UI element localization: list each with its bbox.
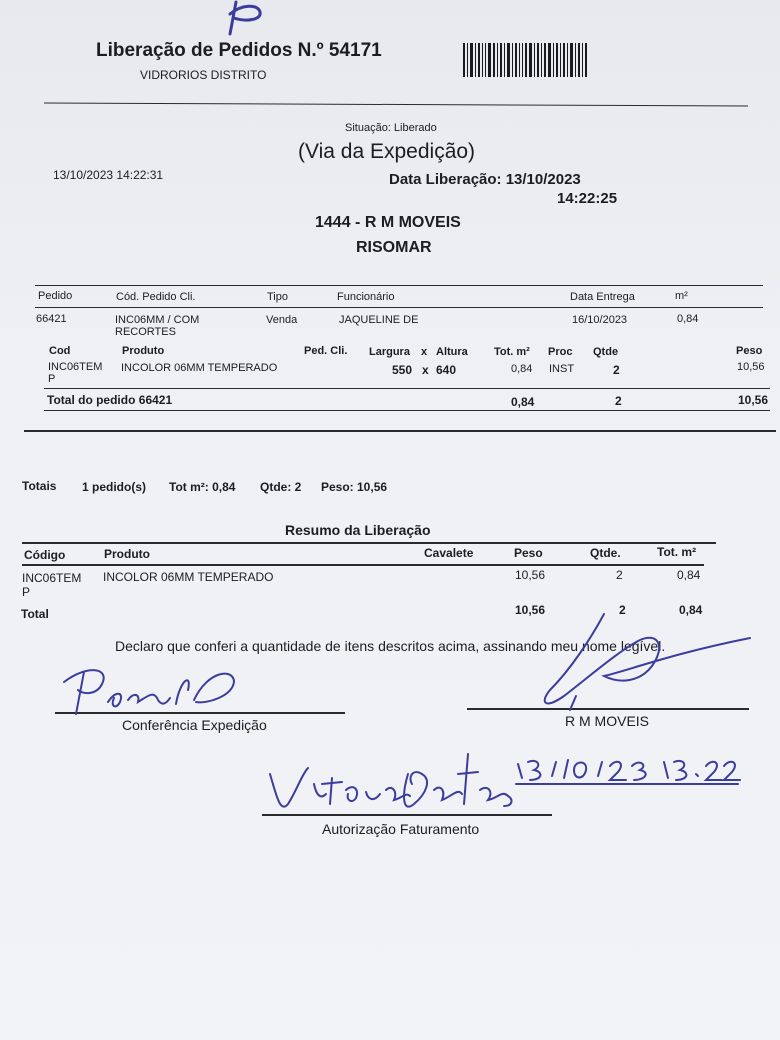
item-total-line <box>44 388 770 389</box>
col-cod-pedido-cli: Cód. Pedido Cli. <box>116 291 196 303</box>
totais-tot-m2: Tot m²: 0,84 <box>169 480 236 494</box>
col-tipo: Tipo <box>267 291 288 303</box>
resumo-col-tot-m2: Tot. m² <box>657 545 697 559</box>
table-bottom-line <box>44 410 770 411</box>
totais-label: Totais <box>22 479 57 493</box>
resumo-col-produto: Produto <box>104 547 150 561</box>
section-divider <box>24 430 776 432</box>
item-col-ped-cli: Ped. Cli. <box>304 345 348 357</box>
col-data-entrega: Data Entrega <box>570 291 635 303</box>
resumo-peso: 10,56 <box>515 568 546 582</box>
row-tipo: Venda <box>266 314 298 326</box>
item-cod-line1: INC06TEM <box>48 361 103 373</box>
item-col-produto: Produto <box>122 345 165 357</box>
resumo-total-label: Total <box>21 607 49 621</box>
cliente-nome: RISOMAR <box>356 239 432 256</box>
handwritten-date <box>512 752 742 790</box>
cliente-code-name: 1444 - R M MOVEIS <box>315 214 461 231</box>
item-col-x: x <box>421 346 428 358</box>
item-col-altura: Altura <box>436 346 468 358</box>
resumo-title: Resumo da Liberação <box>285 522 431 538</box>
declaration-text: Declaro que conferi a quantidade de itens descritos acima, assinando meu nome legível. <box>115 638 666 654</box>
handwritten-signature-left <box>58 660 248 722</box>
resumo-total-tot-m2: 0,84 <box>679 603 703 617</box>
resumo-produto: INCOLOR 06MM TEMPERADO <box>103 570 274 584</box>
resumo-total-peso: 10,56 <box>515 603 546 617</box>
page-title: Liberação de Pedidos N.º 54171 <box>96 40 382 61</box>
printed-timestamp: 13/10/2023 14:22:31 <box>53 168 164 182</box>
situacao-label: Situação: Liberado <box>345 122 437 134</box>
totais-pedidos: 1 pedido(s) <box>82 480 147 494</box>
total-pedido-label: Total do pedido 66421 <box>47 393 173 407</box>
totais-peso: Peso: 10,56 <box>321 480 388 494</box>
item-produto: INCOLOR 06MM TEMPERADO <box>121 362 278 374</box>
table-top-line <box>35 285 763 286</box>
resumo-qtde: 2 <box>616 568 623 582</box>
item-altura: 640 <box>436 363 457 377</box>
barcode <box>463 43 589 77</box>
item-col-proc: Proc <box>548 346 573 358</box>
handwritten-mark <box>222 0 272 36</box>
item-col-qtde: Qtde <box>593 346 619 358</box>
item-proc: INST <box>549 363 575 375</box>
resumo-top-line <box>22 542 716 544</box>
resumo-col-qtde: Qtde. <box>590 546 621 560</box>
handwritten-signature-bottom <box>262 744 522 820</box>
item-tot-m2: 0,84 <box>511 363 533 375</box>
row-data-entrega: 16/10/2023 <box>572 314 628 326</box>
row-m2: 0,84 <box>677 313 699 325</box>
resumo-col-peso: Peso <box>514 546 543 560</box>
resumo-header-line <box>22 564 704 566</box>
item-cod-line2: P <box>48 373 56 385</box>
company-name: VIDRORIOS DISTRITO <box>140 68 267 82</box>
item-col-tot-m2: Tot. m² <box>494 346 530 358</box>
resumo-codigo-line1: INC06TEM <box>22 571 82 585</box>
total-pedido-qtde: 2 <box>615 394 622 408</box>
header-divider <box>44 102 748 106</box>
col-pedido: Pedido <box>38 290 73 302</box>
item-peso: 10,56 <box>737 361 765 373</box>
resumo-col-codigo: Código <box>24 548 66 562</box>
resumo-col-cavalete: Cavalete <box>424 546 474 560</box>
handwritten-signature-right <box>480 610 760 720</box>
resumo-total-qtde: 2 <box>619 603 626 617</box>
hora-liberacao: 14:22:25 <box>557 190 618 207</box>
col-m2: m² <box>675 290 688 302</box>
item-qtde: 2 <box>613 363 620 377</box>
totais-qtde: Qtde: 2 <box>260 480 302 494</box>
resumo-codigo-line2: P <box>22 585 31 599</box>
item-col-peso: Peso <box>736 345 763 357</box>
item-col-cod: Cod <box>49 345 71 357</box>
row-pedido: 66421 <box>36 313 67 325</box>
row-funcionario: JAQUELINE DE <box>339 314 419 326</box>
total-pedido-m2: 0,84 <box>511 395 535 409</box>
row-cod-line2: RECORTES <box>115 326 176 338</box>
item-x: x <box>422 363 429 377</box>
item-largura: 550 <box>392 363 413 377</box>
row-cod-line1: INC06MM / COM <box>115 314 200 326</box>
col-funcionario: Funcionário <box>337 291 395 303</box>
data-liberacao: Data Liberação: 13/10/2023 <box>389 171 581 188</box>
item-col-largura: Largura <box>369 346 410 358</box>
table-header-line <box>35 307 763 308</box>
signature-label-right: R M MOVEIS <box>565 713 650 729</box>
via-label: (Via da Expedição) <box>298 140 476 163</box>
signature-label-bottom: Autorização Faturamento <box>322 821 480 837</box>
signature-label-left: Conferência Expedição <box>122 717 267 733</box>
total-pedido-peso: 10,56 <box>738 393 769 407</box>
resumo-tot-m2: 0,84 <box>677 568 701 582</box>
